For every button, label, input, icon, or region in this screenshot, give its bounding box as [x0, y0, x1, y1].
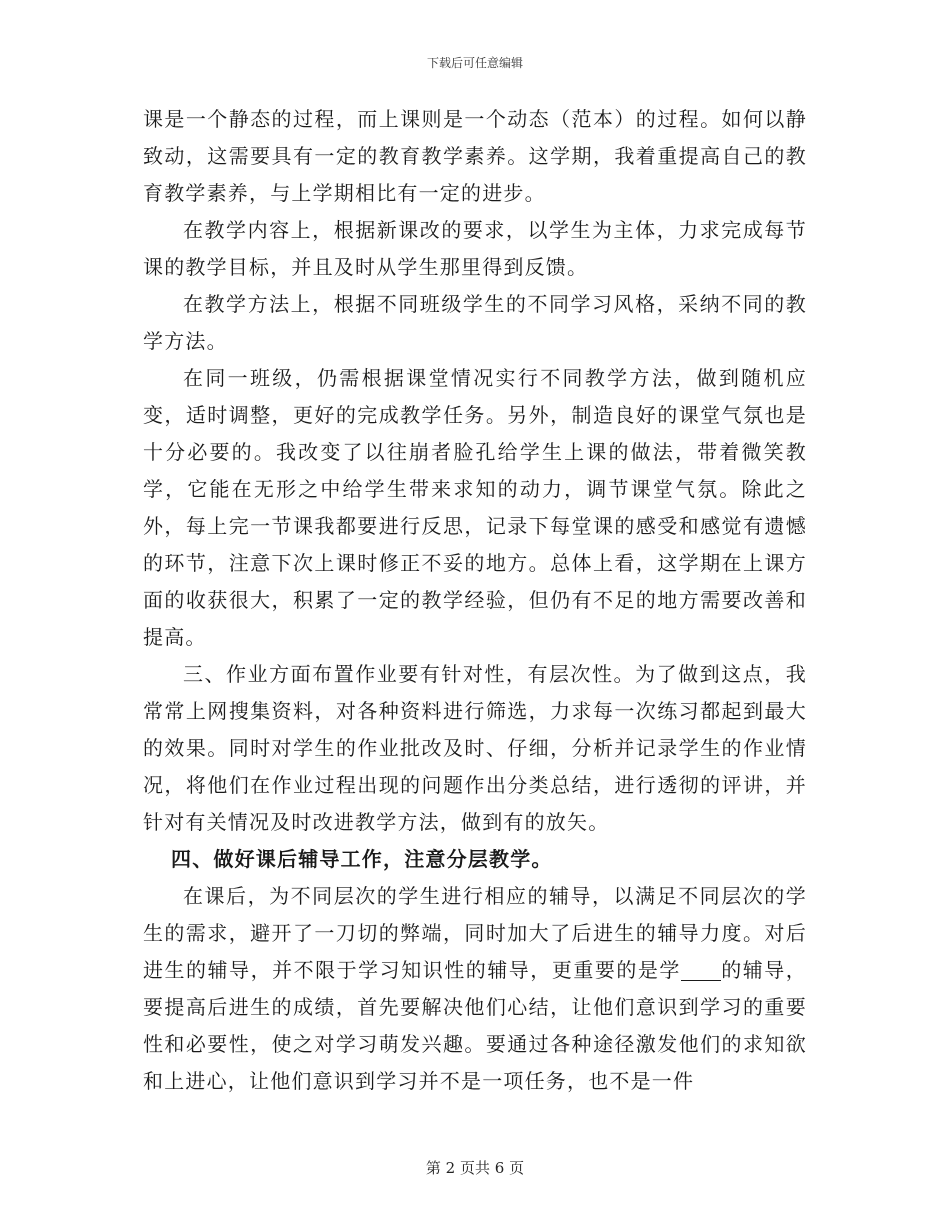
fill-in-blank: [681, 960, 721, 981]
paragraph-continuation: 课是一个静态的过程，而上课则是一个动态（范本）的过程。如何以静致动，这需要具有一定的教育教学素养。这学期，我着重提高自己的教育教学素养，与上学期相比有一定的进步。: [143, 107, 807, 205]
paragraph-same-class: 在同一班级，仍需根据课堂情况实行不同教学方法，做到随机应变，适时调整，更好的完成教学任务。另外，制造良好的课堂气氛也是十分必要的。我改变了以往崩者脸孔给学生上课的做法，带着微笑教学，它能在无形之中给学生带来求知的动力，调节课堂气氛。除此之外，每上完一节课我都要进行反思，记录下每堂课的感受和感觉有遗憾的环节，注意下次上课时修正不妥的地方。总体上看，这学期在上课方面的收获很大，积累了一定的教学经验，但仍有不足的地方需要改善和提高。: [143, 366, 807, 649]
after-class-text-part1: 在课后，为不同层次的学生进行相应的辅导，以满足不同层次的学生的需求，避开了一刀切的弊端，同时加大了后进生的辅导力度。对后进生的辅导，并不限于学习知识性的辅导，更重要的是学: [143, 884, 807, 982]
paragraph-teaching-content: 在教学内容上，根据新课改的要求，以学生为主体，力求完成每节课的教学目标，并且及时从学生那里得到反馈。: [143, 218, 807, 279]
paragraph-homework: 三、作业方面布置作业要有针对性，有层次性。为了做到这点，我常常上网搜集资料，对各种资料进行筛选，力求每一次练习都起到最大的效果。同时对学生的作业批改及时、仔细，分析并记录学生的作业情况，将他们在作业过程出现的问题作出分类总结，进行透彻的评讲，并针对有关情况及时改进教学方法，做到有的放矢。: [143, 662, 807, 834]
page-header: 下载后可任意编辑: [426, 56, 523, 70]
paragraph-after-class: [143, 878, 807, 1100]
after-class-text-part2: 的辅导，要提高后进生的成绩，首先要解决他们心结，让他们意识到学习的重要性和必要性，使之对学习萌发兴趣。要通过各种途径激发他们的求知欲和上进心，让他们意识到学习并不是一项任务，也不是一件: [143, 958, 807, 1093]
paragraph-teaching-method: 在教学方法上，根据不同班级学生的不同学习风格，采纳不同的教学方法。: [143, 292, 807, 353]
document-body: [143, 101, 807, 1100]
page-footer: 第 2 页共 6 页: [425, 1159, 525, 1177]
section-heading-tutoring: 四、做好课后辅导工作，注意分层教学。: [171, 847, 553, 871]
